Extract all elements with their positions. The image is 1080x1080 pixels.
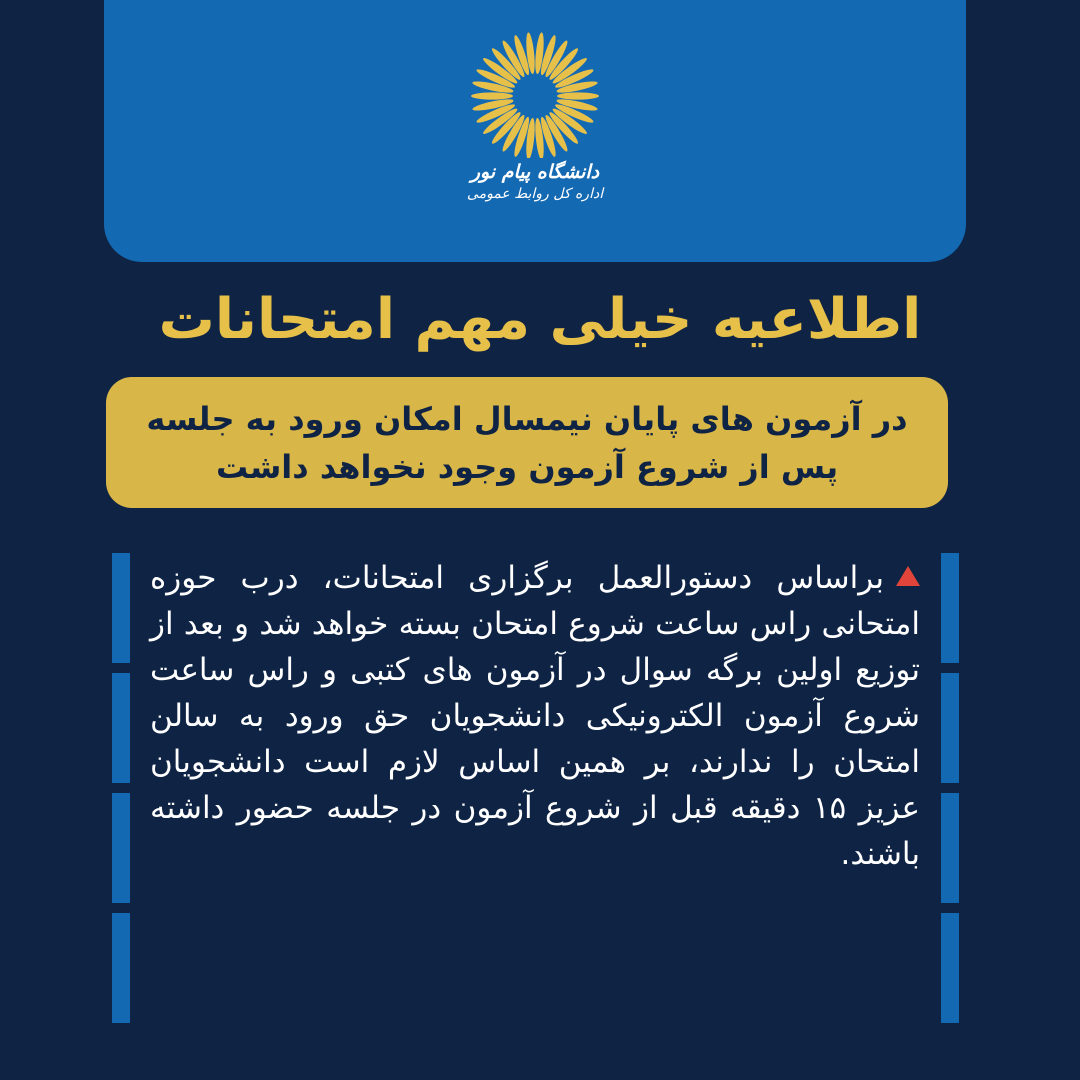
logo-ray: [557, 92, 599, 99]
logo-subtitle: اداره کل روابط عمومی: [466, 186, 604, 202]
warning-triangle-icon: [896, 566, 920, 586]
left-bar-4: [112, 913, 130, 1023]
right-bar-3: [941, 793, 959, 903]
left-bar-2: [112, 673, 130, 783]
logo-name: دانشگاه پیام نور: [470, 161, 600, 183]
page-title: اطلاعیه خیلی مهم امتحانات: [158, 287, 922, 352]
university-logo: [435, 18, 635, 238]
banner-line-2: پس از شروع آزمون وجود نخواهد داشت: [215, 447, 839, 486]
logo-ray: [471, 92, 513, 99]
notice-banner: [106, 377, 948, 508]
banner-line-1: در آزمون های پایان نیمسال امکان ورود به جلسه: [146, 399, 908, 438]
notice-body: [150, 555, 920, 877]
payame-noor-sunburst-logo: [465, 18, 605, 158]
right-bar-2: [941, 673, 959, 783]
header-panel: [104, 0, 966, 262]
left-bar-3: [112, 793, 130, 903]
right-bar-1: [941, 553, 959, 663]
logo-center: [526, 87, 544, 105]
notice-body-text: براساس دستورالعمل برگزاری امتحانات، درب حوزه امتحانی راس ساعت شروع امتحان بسته خواهد شد و بعد از توزیع اولین برگه سوال در آزمون های کتبی و راس ساعت شروع آزمون الکترونیکی دانشجویان حق ورود به سالن امتحان را ندارند، بر همین اساس لازم است دانشجویان عزیز ۱۵ دقیقه قبل از شروع آزمون در جلسه حضور داشته باشند.: [150, 560, 920, 872]
right-bar-4: [941, 913, 959, 1023]
left-bar-1: [112, 553, 130, 663]
